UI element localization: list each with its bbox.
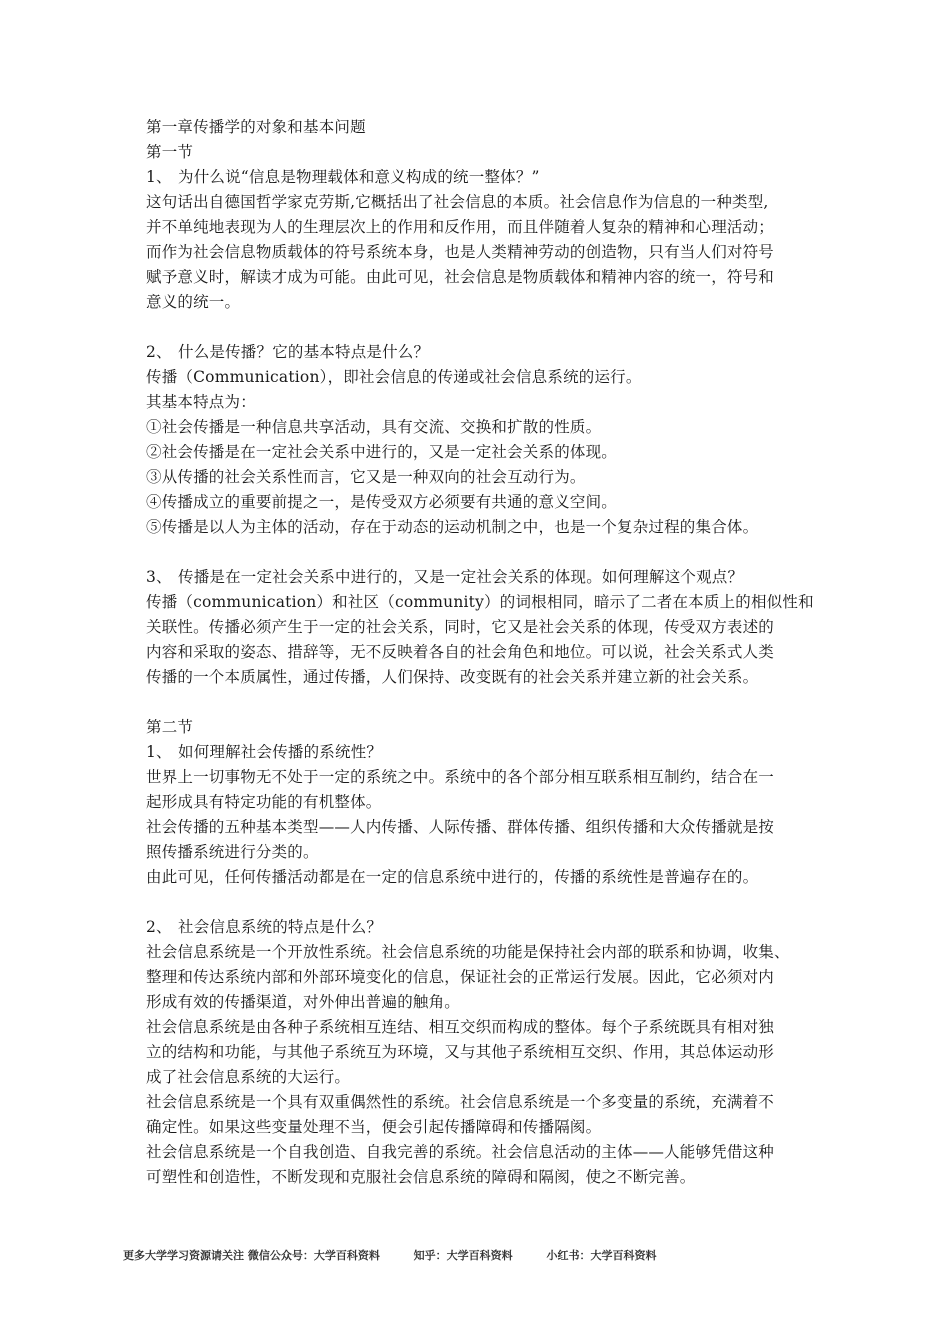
answer-line: 成了社会信息系统的大运行。: [146, 1068, 351, 1086]
answer-line: 社会传播的五种基本类型——人内传播、人际传播、群体传播、组织传播和大众传播就是按: [146, 818, 775, 836]
question-number: 2、: [146, 918, 172, 936]
answer-line: 传播的一个本质属性，通过传播，人们保持、改变既有的社会关系并建立新的社会关系。: [146, 668, 759, 686]
question-heading: [146, 740, 814, 765]
answer-line: 整理和传达系统内部和外部环境变化的信息，保证社会的正常运行发展。因此，它必须对内: [146, 968, 775, 986]
section-title: 第二节: [146, 718, 194, 736]
footer-xiaohongshu-note: 小红书：大学百科资料: [546, 1249, 657, 1262]
question-text: 社会信息系统的特点是什么？: [178, 918, 383, 936]
paragraph-gap: [146, 690, 814, 715]
answer-line: 传播（communication）和社区（community）的词根相同，暗示了二者在本质上的相似性和: [146, 593, 814, 611]
footer-zhihu-note: 知乎：大学百科资料: [413, 1249, 513, 1262]
question-number: 3、: [146, 568, 172, 586]
answer-line: 关联性。传播必须产生于一定的社会关系，同时，它又是社会关系的体现，传受双方表述的: [146, 618, 775, 636]
question-text: 传播是在一定社会关系中进行的，又是一定社会关系的体现。如何理解这个观点？: [178, 568, 744, 586]
answer-line: 赋予意义时，解读才成为可能。由此可见，社会信息是物质载体和精神内容的统一，符号和: [146, 268, 775, 286]
features-intro: 其基本特点为：: [146, 393, 256, 411]
question-number: 1、: [146, 743, 172, 761]
feature-item: ①社会传播是一种信息共享活动，具有交流、交换和扩散的性质。: [146, 418, 602, 436]
answer-line: 社会信息系统是由各种子系统相互连结、相互交织而构成的整体。每个子系统既具有相对独: [146, 1018, 775, 1036]
paragraph-gap: [146, 540, 814, 565]
question-number: 2、: [146, 343, 172, 361]
answer-line: 并不单纯地表现为人的生理层次上的作用和反作用，而且伴随着人复杂的精神和心理活动；: [146, 218, 775, 236]
section-title: 第一节: [146, 143, 194, 161]
answer-line: 确定性。如果这些变量处理不当，便会引起传播障碍和传播隔阂。: [146, 1118, 602, 1136]
question-heading: [146, 565, 814, 590]
page-footer: [123, 1248, 823, 1264]
answer-line: 内容和采取的姿态、措辞等，无不反映着各自的社会角色和地位。可以说，社会关系式人类: [146, 643, 775, 661]
answer-line: 世界上一切事物无不处于一定的系统之中。系统中的各个部分相互联系相互制约，结合在一: [146, 768, 775, 786]
answer-line: 可塑性和创造性，不断发现和克服社会信息系统的障碍和隔阂，使之不断完善。: [146, 1168, 696, 1186]
definition-line: 传播（Communication），即社会信息的传递或社会信息系统的运行。: [146, 368, 642, 386]
paragraph-gap: [146, 890, 814, 915]
answer-line: 而作为社会信息物质载体的符号系统本身，也是人类精神劳动的创造物，只有当人们对符号: [146, 243, 775, 261]
question-text: 如何理解社会传播的系统性？: [178, 743, 383, 761]
question-heading: [146, 340, 814, 365]
chapter-title: 第一章传播学的对象和基本问题: [146, 118, 366, 136]
feature-item: ②社会传播是在一定社会关系中进行的，又是一定社会关系的体现。: [146, 443, 618, 461]
document-page: [146, 115, 814, 1190]
question-number: 1、: [146, 168, 172, 186]
question-text: 为什么说“信息是物理载体和意义构成的统一整体？”: [178, 168, 540, 186]
question-text: 什么是传播？它的基本特点是什么？: [178, 343, 430, 361]
feature-item: ⑤传播是以人为主体的活动，存在于动态的运动机制之中，也是一个复杂过程的集合体。: [146, 518, 759, 536]
answer-line: 意义的统一。: [146, 293, 241, 311]
answer-line: 这句话出自德国哲学家克劳斯,它概括出了社会信息的本质。社会信息作为信息的一种类型,: [146, 193, 769, 211]
footer-wechat-note: 更多大学学习资源请关注 微信公众号：大学百科资料: [123, 1249, 380, 1262]
feature-item: ③从传播的社会关系性而言，它又是一种双向的社会互动行为。: [146, 468, 586, 486]
answer-line: 照传播系统进行分类的。: [146, 843, 319, 861]
answer-line: 形成有效的传播渠道，对外伸出普遍的触角。: [146, 993, 461, 1011]
feature-item: ④传播成立的重要前提之一，是传受双方必须要有共通的意义空间。: [146, 493, 618, 511]
answer-line: 由此可见，任何传播活动都是在一定的信息系统中进行的，传播的系统性是普遍存在的。: [146, 868, 759, 886]
answer-line: 社会信息系统是一个开放性系统。社会信息系统的功能是保持社会内部的联系和协调，收集、: [146, 943, 790, 961]
answer-line: 起形成具有特定功能的有机整体。: [146, 793, 382, 811]
answer-line: 社会信息系统是一个具有双重偶然性的系统。社会信息系统是一个多变量的系统，充满着不: [146, 1093, 775, 1111]
paragraph-gap: [146, 315, 814, 340]
answer-line: 立的结构和功能，与其他子系统互为环境，又与其他子系统相互交织、作用，其总体运动形: [146, 1043, 775, 1061]
question-heading: [146, 915, 814, 940]
question-heading: [146, 165, 814, 190]
answer-line: 社会信息系统是一个自我创造、自我完善的系统。社会信息活动的主体——人能够凭借这种: [146, 1143, 775, 1161]
